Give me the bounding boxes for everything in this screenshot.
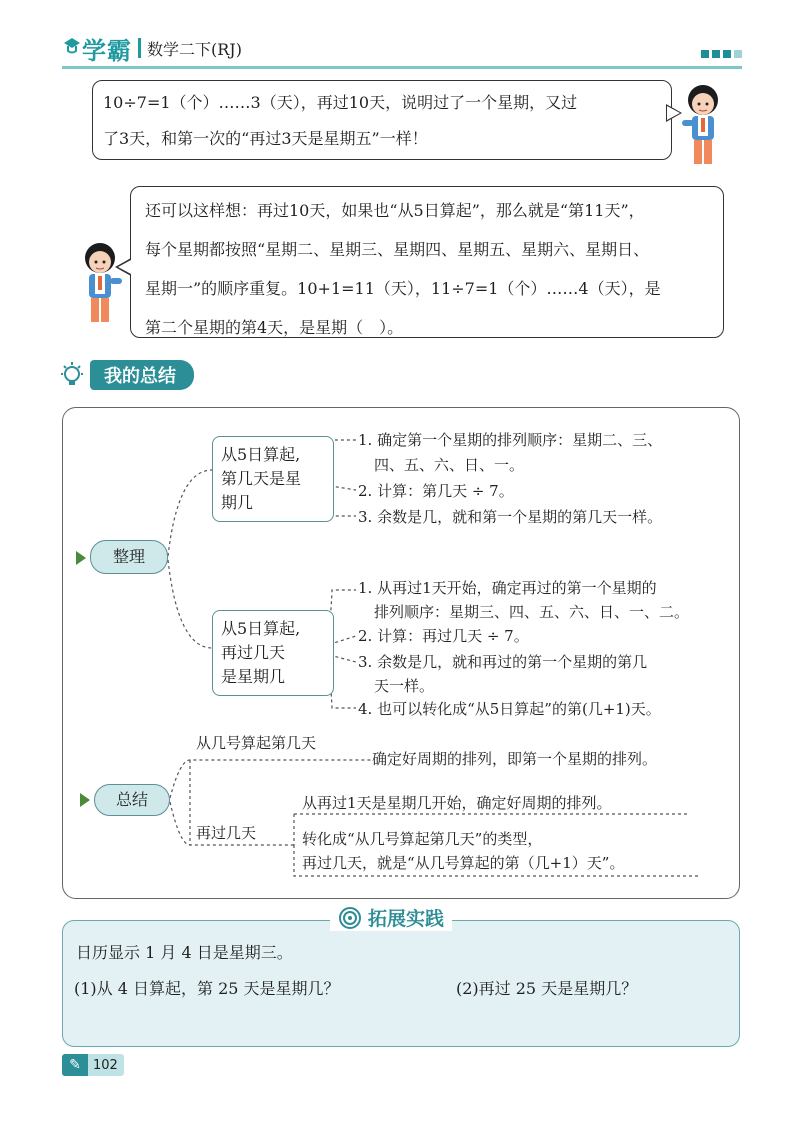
branch1-title-line1: 从5日算起, [221, 445, 301, 464]
practice-heading [330, 904, 452, 931]
brand-logo: 学霸 [82, 36, 132, 65]
conclude-branch2-text2b: 再过几天，就是“从几号算起的第（几+1）天”。 [302, 854, 625, 872]
conclude-branch2-text2a: 转化成“从几号算起第几天”的类型， [302, 830, 543, 848]
practice-title: 拓展实践 [368, 908, 445, 930]
branch1-item-3: 3. 余数是几，就和第一个星期的第几天一样。 [358, 508, 663, 526]
branch2-item-4: 4. 也可以转化成“从5日算起”的第(几+1)天。 [358, 700, 661, 718]
summary-title: 我的总结 [90, 360, 194, 390]
conclude-branch2-text1: 从再过1天是星期几开始，确定好周期的排列。 [302, 794, 612, 812]
bubble2-line2: 每个星期都按照“星期二、星期三、星期四、星期五、星期六、星期日、 [145, 240, 650, 259]
branch1-item-2: 2. 计算：第几天 ÷ 7。 [358, 482, 514, 500]
conclude-branch2-label: 再过几天 [196, 824, 257, 842]
branch1-item-1-cont: 四、五、六、日、一。 [374, 456, 525, 474]
page-number: 102 [93, 1057, 118, 1073]
conclude-branch1-label: 从几号算起第几天 [196, 734, 317, 752]
organize-node: 整理 [90, 540, 168, 574]
practice-intro: 日历显示 1 月 4 日是星期三。 [76, 943, 293, 962]
branch2-box [212, 610, 334, 696]
conclude-branch1-text: 确定好周期的排列，即第一个星期的排列。 [372, 750, 658, 768]
target-icon [338, 906, 362, 930]
subject-title: 数学二下(RJ) [147, 39, 242, 59]
bubble2-line3: 星期一”的顺序重复。10+1=11（天），11÷7=1（个）……4（天），是 [145, 279, 661, 298]
branch2-item-3: 3. 余数是几，就和再过的第一个星期的第几 [358, 653, 648, 671]
branch1-item-1: 1. 确定第一个星期的排列顺序：星期二、三、 [358, 431, 663, 449]
practice-question-1: (1)从 4 日算起，第 25 天是星期几？ [74, 979, 340, 998]
practice-question-2: (2)再过 25 天是星期几？ [456, 979, 638, 998]
conclude-node: 总结 [94, 784, 170, 816]
pencil-icon: ✎ [62, 1054, 88, 1076]
bubble1-line1: 10÷7=1（个）……3（天），再过10天，说明过了一个星期，又过 [103, 93, 578, 112]
page-number-tab [62, 1054, 124, 1076]
bubble1-line2: 了3天，和第一次的“再过3天是星期五”一样！ [103, 129, 428, 148]
branch1-box [212, 436, 334, 522]
branch2-title-line2: 再过几天 [221, 643, 286, 662]
branch2-item-1: 1. 从再过1天开始，确定再过的第一个星期的 [358, 579, 657, 597]
branch2-item-1-cont: 排列顺序：星期三、四、五、六、日、一、二。 [374, 603, 690, 621]
bubble2-line1: 还可以这样想：再过10天，如果也“从5日算起”，那么就是“第11天”， [145, 201, 645, 220]
branch1-title-line3: 期几 [221, 493, 254, 512]
branch2-title-line3: 是星期几 [221, 667, 286, 686]
branch2-title-line1: 从5日算起, [221, 619, 301, 638]
branch1-title-line2: 第几天是星 [221, 469, 302, 488]
branch2-item-2: 2. 计算：再过几天 ÷ 7。 [358, 627, 529, 645]
branch2-item-3-cont: 天一样。 [374, 677, 435, 695]
bubble2-line4: 第二个星期的第4天，是星期（ ）。 [145, 318, 404, 337]
organize-arrow-icon [76, 551, 86, 565]
conclude-arrow-icon [80, 793, 90, 807]
